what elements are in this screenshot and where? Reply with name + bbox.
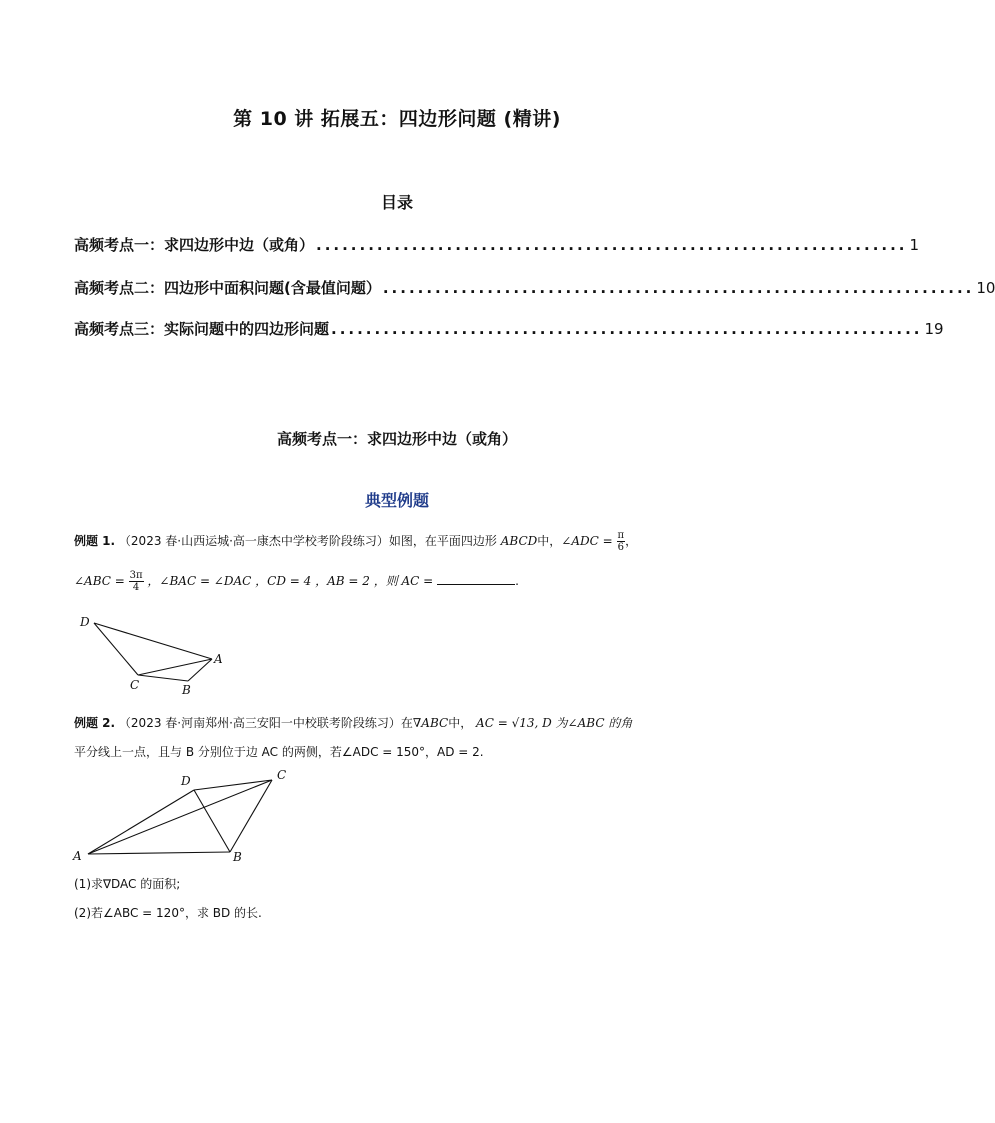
example2-figure bbox=[70, 764, 300, 870]
period: . bbox=[515, 574, 519, 588]
example1-angle-adc: ∠ADC = bbox=[561, 534, 613, 548]
toc-item[interactable] bbox=[74, 277, 995, 298]
toc-leader-dots: .................................................................... bbox=[331, 320, 923, 338]
example1-angle-abc: ∠ABC = bbox=[74, 574, 125, 588]
example2-ac: AC = √13, bbox=[476, 716, 539, 730]
example1-quad: ABCD bbox=[500, 534, 538, 548]
example1-conditions: ，∠BAC = ∠DAC ，CD = 4 ，AB = 2 ，则 AC = bbox=[147, 574, 434, 588]
toc-item-label: 高频考点二：四边形中面积问题(含最值问题） bbox=[74, 279, 381, 297]
vertex-label-a: A bbox=[214, 652, 223, 666]
vertex-label-b: B bbox=[182, 683, 191, 697]
toc-leader-dots: .................................................................... bbox=[316, 236, 908, 254]
fraction-pi-6: $\frac{\pi}{6}$ bbox=[617, 530, 625, 553]
section-heading: 高频考点一：求四边形中边（或角） bbox=[276, 430, 517, 448]
example2-d-text: D 为∠ABC 的角 bbox=[542, 716, 633, 730]
example2-mid: 中， bbox=[448, 716, 473, 730]
toc-item[interactable] bbox=[74, 234, 920, 255]
example1-label: 例题 1. bbox=[74, 534, 116, 548]
toc-item-page: 19 bbox=[924, 320, 944, 338]
toc-leader-dots: .................................................................... bbox=[382, 279, 975, 297]
vertex-label-c: C bbox=[277, 768, 287, 782]
vertex-label-d: D bbox=[181, 774, 191, 788]
toc-item-label: 高频考点一：求四边形中边（或角） bbox=[74, 236, 315, 254]
fraction-3pi-4: $\frac{3\pi}{4}$ bbox=[129, 570, 143, 593]
example1-line2 bbox=[74, 570, 519, 593]
example2-triangle: ∇ABC bbox=[412, 716, 449, 730]
toc-item-label: 高频考点三：实际问题中的四边形问题 bbox=[74, 320, 330, 338]
example2-label: 例题 2. bbox=[74, 716, 116, 730]
answer-blank[interactable] bbox=[437, 572, 515, 585]
section-subheading: 典型例题 bbox=[364, 491, 429, 510]
example1-source: （2023 春·山西运城·高一康杰中学校考阶段练习）如图，在平面四边形 bbox=[118, 534, 497, 548]
toc-heading: 目录 bbox=[380, 193, 413, 212]
comma: ， bbox=[625, 534, 638, 548]
document-title: 第 10 讲 拓展五：四边形问题 (精讲) bbox=[233, 108, 561, 130]
example2-question-1: (1)求∇DAC 的面积; bbox=[74, 877, 181, 891]
vertex-label-d: D bbox=[80, 615, 90, 629]
example2-line1 bbox=[74, 714, 632, 731]
vertex-label-a: A bbox=[73, 849, 82, 863]
toc-item-page: 10 bbox=[976, 279, 995, 297]
example1-mid: 中， bbox=[537, 534, 562, 548]
example1-line1 bbox=[74, 530, 637, 553]
toc-item-page: 1 bbox=[909, 236, 920, 254]
vertex-label-b: B bbox=[233, 850, 242, 864]
vertex-label-c: C bbox=[130, 678, 140, 692]
example2-source: （2023 春·河南郑州·高三安阳一中校联考阶段练习）在 bbox=[118, 716, 413, 730]
toc-item[interactable] bbox=[74, 318, 944, 339]
example2-line2: 平分线上一点，且与 B 分别位于边 AC 的两侧，若∠ADC = 150°，AD = 2. bbox=[74, 745, 484, 759]
example1-figure bbox=[74, 612, 234, 702]
example2-question-2: (2)若∠ABC = 120°，求 BD 的长. bbox=[74, 906, 262, 920]
